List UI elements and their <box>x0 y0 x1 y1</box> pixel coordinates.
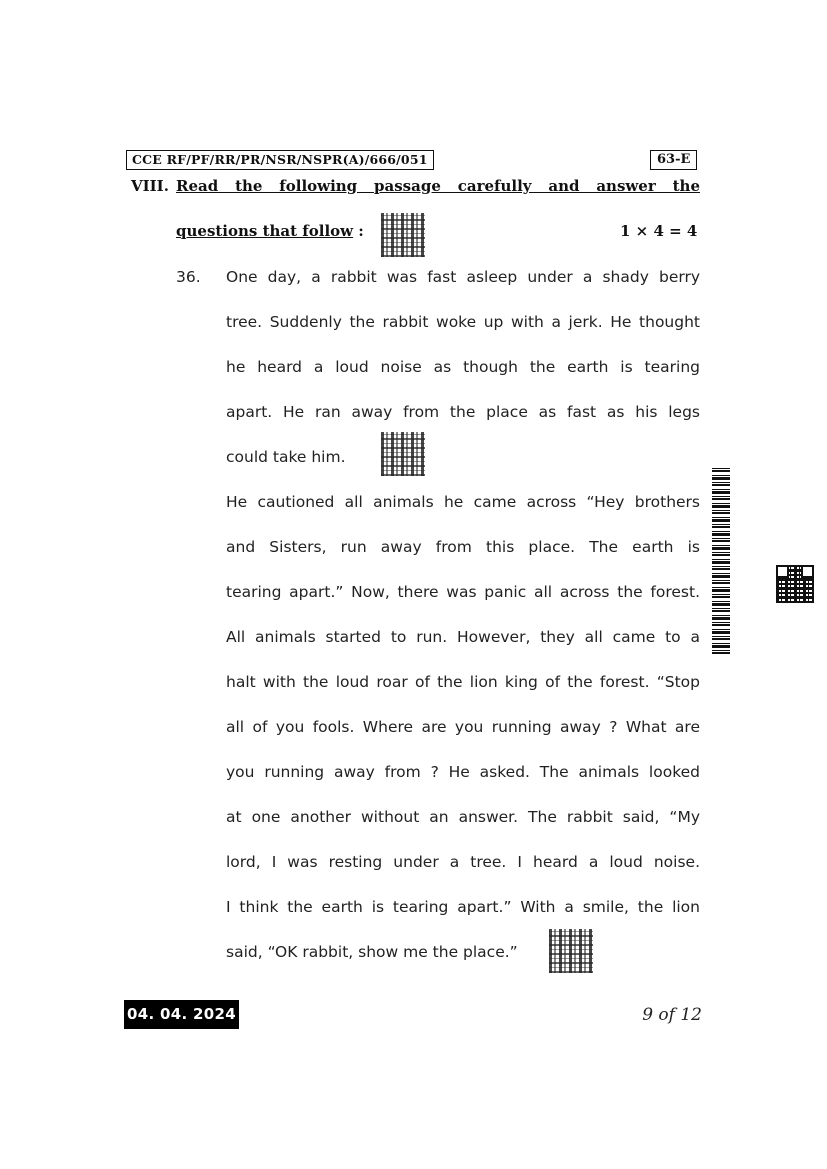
question-number: 36. <box>176 268 201 286</box>
marks-allocation: 1 × 4 = 4 <box>620 222 698 240</box>
section-number: VIII. <box>131 177 169 195</box>
passage-line: all of you fools. Where are you running away ? What are <box>226 718 700 736</box>
passage-line: said, “OK rabbit, show me the place.” <box>226 943 518 961</box>
passage-line: tree. Suddenly the rabbit woke up with a jerk. He thought <box>226 313 700 331</box>
passage-line: he heard a loud noise as though the earth is tearing <box>226 358 700 376</box>
passage-line: apart. He ran away from the place as fast as his legs <box>226 403 700 421</box>
barcode-icon <box>712 466 730 654</box>
qr-code-icon <box>549 929 593 973</box>
passage-line: you running away from ? He asked. The animals looked <box>226 763 700 781</box>
qr-code-icon <box>381 213 425 257</box>
passage-line: All animals started to run. However, they all came to a <box>226 628 700 646</box>
passage-line: halt with the loud roar of the lion king of the forest. “Stop <box>226 673 700 691</box>
qr-code-icon <box>381 432 425 476</box>
passage-line: could take him. <box>226 448 346 466</box>
passage-line: lord, I was resting under a tree. I heard a loud noise. <box>226 853 700 871</box>
exam-code-label: CCE RF/PF/RR/PR/NSR/NSPR(A)/666/051 <box>126 150 434 170</box>
section-instruction-line2 <box>176 221 364 241</box>
side-qr-code-icon <box>776 565 814 603</box>
passage-line: I think the earth is tearing apart.” With a smile, the lion <box>226 898 700 916</box>
passage-line: tearing apart.” Now, there was panic all across the forest. <box>226 583 700 601</box>
page-number: 9 of 12 <box>642 1005 702 1025</box>
passage-line: and Sisters, run away from this place. The earth is <box>226 538 700 556</box>
passage-line: One day, a rabbit was fast asleep under a shady berry <box>226 268 700 286</box>
passage-line: at one another without an answer. The rabbit said, “My <box>226 808 700 826</box>
exam-date-badge: 04. 04. 2024 <box>124 1000 239 1029</box>
section-instruction-line1: Read the following passage carefully and answer the <box>176 177 700 195</box>
paper-code-label: 63-E <box>650 150 697 170</box>
instruction-colon: : <box>353 222 364 240</box>
passage-line: He cautioned all animals he came across “Hey brothers <box>226 493 700 511</box>
instruction-underlined-text: questions that follow <box>176 222 354 240</box>
